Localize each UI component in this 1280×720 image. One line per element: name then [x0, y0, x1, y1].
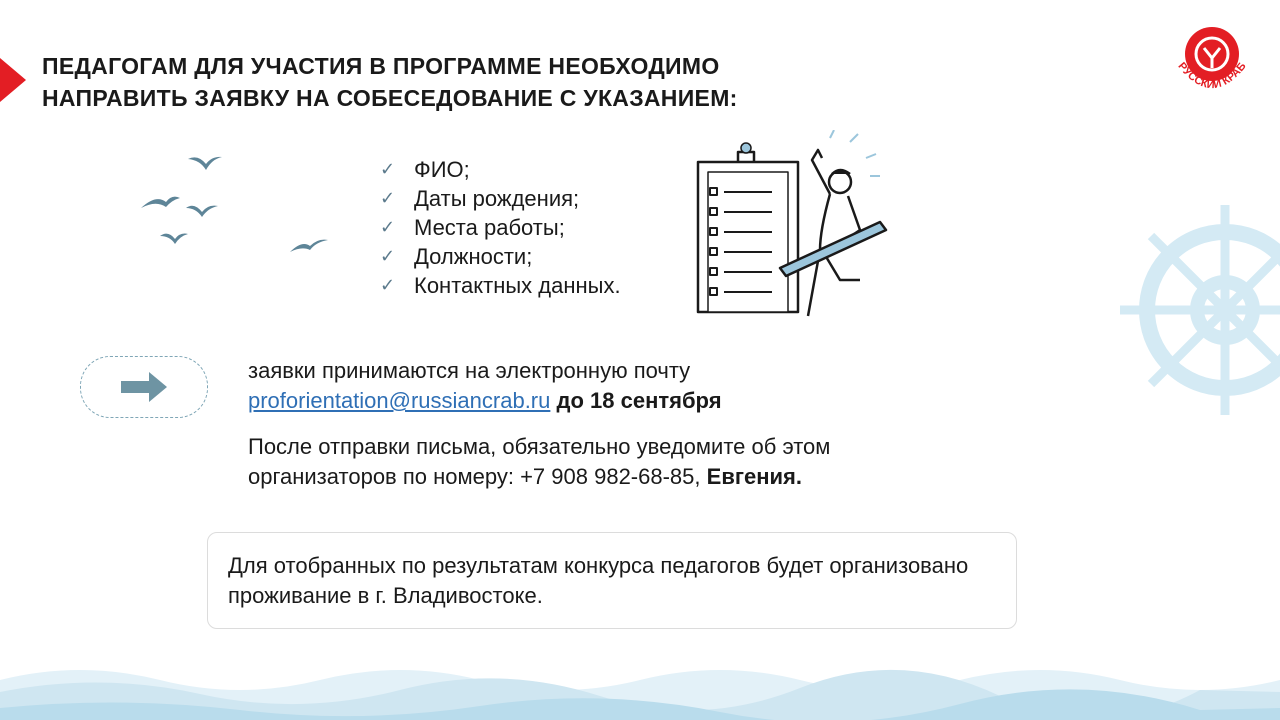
note-text: Для отобранных по результатам конкурса педагогов будет организовано проживание в г. Владивостоке.: [228, 553, 969, 608]
arrow-right-icon: [121, 372, 167, 402]
list-item: [380, 155, 621, 184]
birds-icon: [138, 150, 338, 260]
email-link[interactable]: proforientation@russiancrab.ru: [248, 388, 551, 413]
list-item-label: ФИО;: [414, 156, 470, 182]
submission-info: [248, 356, 722, 416]
submission-line: заявки принимаются на электронную почту: [248, 358, 691, 383]
page-title: ПЕДАГОГАМ ДЛЯ УЧАСТИЯ В ПРОГРАММЕ НЕОБХОДИМО НАПРАВИТЬ ЗАЯВКУ НА СОБЕСЕДОВАНИЕ С УКАЗАНИЕМ:: [42, 53, 738, 111]
deadline: до 18 сентября: [556, 388, 722, 413]
ship-wheel-icon: [1100, 185, 1280, 435]
followup-line: После отправки письма, обязательно уведомите об этом: [248, 434, 831, 459]
check-icon: ✓: [380, 275, 396, 295]
check-icon: ✓: [380, 188, 396, 208]
followup-contact-line: [248, 462, 830, 492]
wave-decoration: [0, 650, 1280, 720]
list-item-label: Должности;: [414, 243, 533, 269]
phone-text: организаторов по номеру: +7 908 982-68-85,: [248, 464, 701, 489]
list-item-label: Контактных данных.: [414, 272, 621, 298]
list-item: [380, 242, 621, 271]
list-item-label: Даты рождения;: [414, 185, 580, 211]
check-icon: ✓: [380, 246, 396, 266]
contact-name: Евгения.: [706, 464, 802, 489]
list-item-label: Места работы;: [414, 214, 565, 240]
submission-email-line: [248, 386, 722, 416]
list-item: [380, 271, 621, 300]
logo-text: РУССКИЙ КРАБ: [1175, 60, 1249, 92]
accommodation-note: [207, 532, 1017, 629]
clipboard-person-illustration: [680, 130, 895, 330]
list-item: [380, 213, 621, 242]
check-icon: ✓: [380, 159, 396, 179]
russian-crab-logo: [1166, 18, 1258, 102]
list-item: [380, 184, 621, 213]
accent-triangle: [0, 58, 26, 102]
followup-info: [248, 432, 830, 492]
arrow-callout: [80, 356, 208, 418]
requirements-list: [380, 155, 621, 300]
check-icon: ✓: [380, 217, 396, 237]
